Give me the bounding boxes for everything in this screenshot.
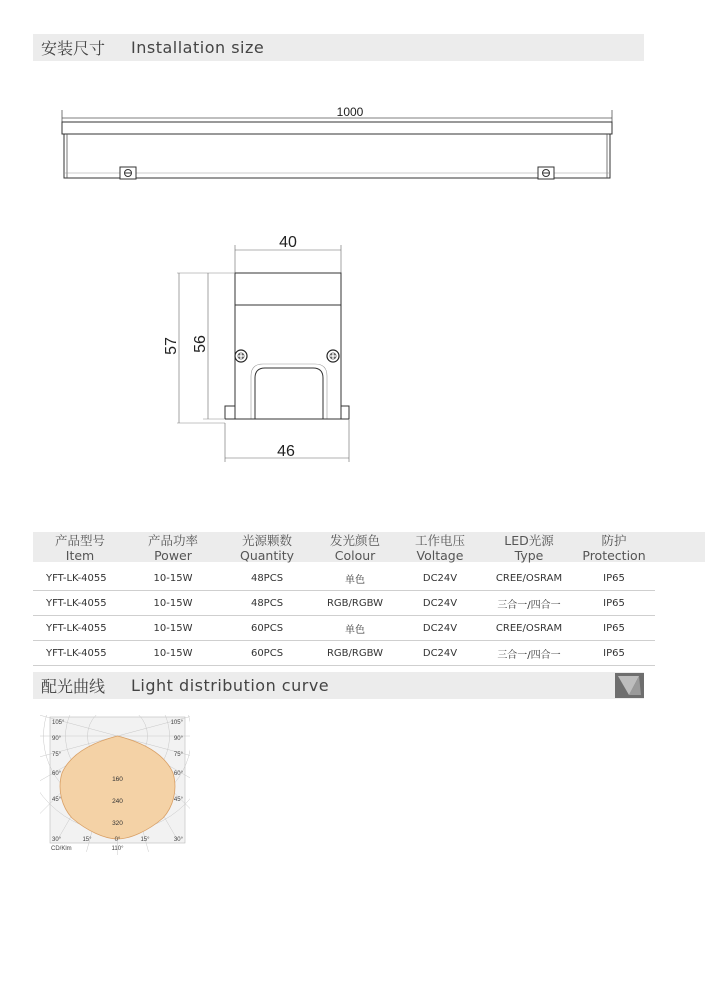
- cell-colour: RGB/RGBW: [326, 647, 383, 659]
- bottom-width-dimension: 46: [277, 443, 295, 460]
- cell-item: YFT-LK-4055: [46, 597, 107, 609]
- section-title-zh: 安装尺寸: [41, 39, 106, 58]
- angle-label: 60°: [52, 771, 62, 777]
- side-view-drawing: [55, 100, 625, 185]
- angle-label: 30°: [52, 837, 62, 843]
- cell-item: YFT-LK-4055: [46, 647, 107, 659]
- angle-label: 90°: [52, 736, 62, 742]
- cell-quantity: 60PCS: [250, 622, 284, 634]
- angle-label: 30°: [173, 837, 183, 843]
- cell-protection: IP65: [603, 572, 625, 584]
- table-row: [33, 591, 655, 616]
- header-en: Voltage: [416, 548, 464, 563]
- angle-label: 75°: [52, 752, 62, 758]
- header-voltage: [395, 532, 485, 562]
- installation-size-header: [33, 34, 644, 61]
- angle-label: 45°: [173, 797, 183, 803]
- cell-type: 三合一/四合一: [497, 649, 561, 661]
- cell-quantity: 48PCS: [250, 572, 284, 584]
- cell-quantity: 60PCS: [250, 647, 284, 659]
- polar-distribution-chart: [40, 715, 190, 855]
- mounting-clip-right: [538, 167, 554, 179]
- unit-label: CD/Klm: [51, 846, 72, 852]
- header-zh: LED光源: [504, 533, 554, 548]
- cell-voltage: DC24V: [422, 572, 458, 584]
- cross-section-drawing: [155, 228, 365, 468]
- header-item: [33, 532, 127, 562]
- angle-label: 60°: [173, 771, 183, 777]
- table-row: [33, 616, 655, 641]
- angle-label: 45°: [52, 797, 62, 803]
- section-title-zh: 配光曲线: [41, 677, 106, 696]
- cell-power: 10-15W: [153, 622, 193, 634]
- radial-value: 240: [112, 798, 123, 805]
- angle-label: 90°: [173, 736, 183, 742]
- cell-colour: RGB/RGBW: [326, 597, 383, 609]
- header-zh: 光源颗数: [241, 533, 292, 548]
- header-en: Type: [514, 548, 544, 563]
- cell-voltage: DC24V: [422, 622, 458, 634]
- header-protection: [573, 532, 655, 562]
- cell-quantity: 48PCS: [250, 597, 284, 609]
- cell-item: YFT-LK-4055: [46, 622, 107, 634]
- angle-label: 75°: [173, 752, 183, 758]
- cell-type: CREE/OSRAM: [495, 622, 563, 634]
- radial-value: 160: [112, 776, 123, 783]
- spec-table: [33, 532, 705, 666]
- mounting-clip-left: [120, 167, 136, 179]
- header-power: [127, 532, 219, 562]
- radial-value: 320: [112, 820, 123, 827]
- angle-label: 105°: [170, 720, 183, 726]
- top-width-dimension: 40: [279, 234, 297, 251]
- section-title-en: Installation size: [131, 38, 265, 57]
- cell-protection: IP65: [603, 622, 625, 634]
- table-row: [33, 641, 655, 666]
- header-en: Item: [65, 548, 95, 563]
- cell-item: YFT-LK-4055: [46, 572, 107, 584]
- header-colour: [315, 532, 395, 562]
- cell-colour: 单色: [345, 624, 365, 636]
- table-header: [33, 532, 705, 562]
- cell-colour: 单色: [345, 574, 365, 586]
- cell-type: 三合一/四合一: [497, 599, 561, 611]
- header-zh: 防护: [601, 533, 627, 548]
- screw-right: [327, 350, 339, 362]
- angle-label: 105°: [52, 720, 65, 726]
- header-en: Quantity: [239, 548, 295, 563]
- outer-height-dimension: 57: [163, 337, 180, 355]
- screw-left: [235, 350, 247, 362]
- section-title-en: Light distribution curve: [131, 676, 330, 695]
- header-zh: 工作电压: [414, 533, 465, 548]
- header-type: [485, 532, 573, 562]
- angle-label: 0°: [114, 837, 121, 843]
- cell-voltage: DC24V: [422, 647, 458, 659]
- beam-angle-label: 110°: [111, 846, 124, 852]
- length-dimension: 1000: [336, 105, 364, 119]
- cell-type: CREE/OSRAM: [495, 572, 563, 584]
- cell-voltage: DC24V: [422, 597, 458, 609]
- table-row: [33, 566, 655, 591]
- cell-protection: IP65: [603, 597, 625, 609]
- header-quantity: [219, 532, 315, 562]
- cell-protection: IP65: [603, 647, 625, 659]
- corner-logo-icon: [615, 673, 644, 698]
- header-zh: 产品型号: [54, 533, 105, 548]
- header-en: Protection: [582, 548, 646, 563]
- inner-height-dimension: 56: [192, 335, 209, 353]
- angle-label: 15°: [82, 837, 92, 843]
- header-zh: 发光颜色: [329, 533, 380, 548]
- light-distribution-header: [33, 672, 644, 699]
- cell-power: 10-15W: [153, 597, 193, 609]
- header-en: Power: [154, 548, 192, 563]
- angle-label: 15°: [140, 837, 150, 843]
- cell-power: 10-15W: [153, 572, 193, 584]
- cell-power: 10-15W: [153, 647, 193, 659]
- header-zh: 产品功率: [147, 533, 198, 548]
- header-en: Colour: [334, 548, 376, 563]
